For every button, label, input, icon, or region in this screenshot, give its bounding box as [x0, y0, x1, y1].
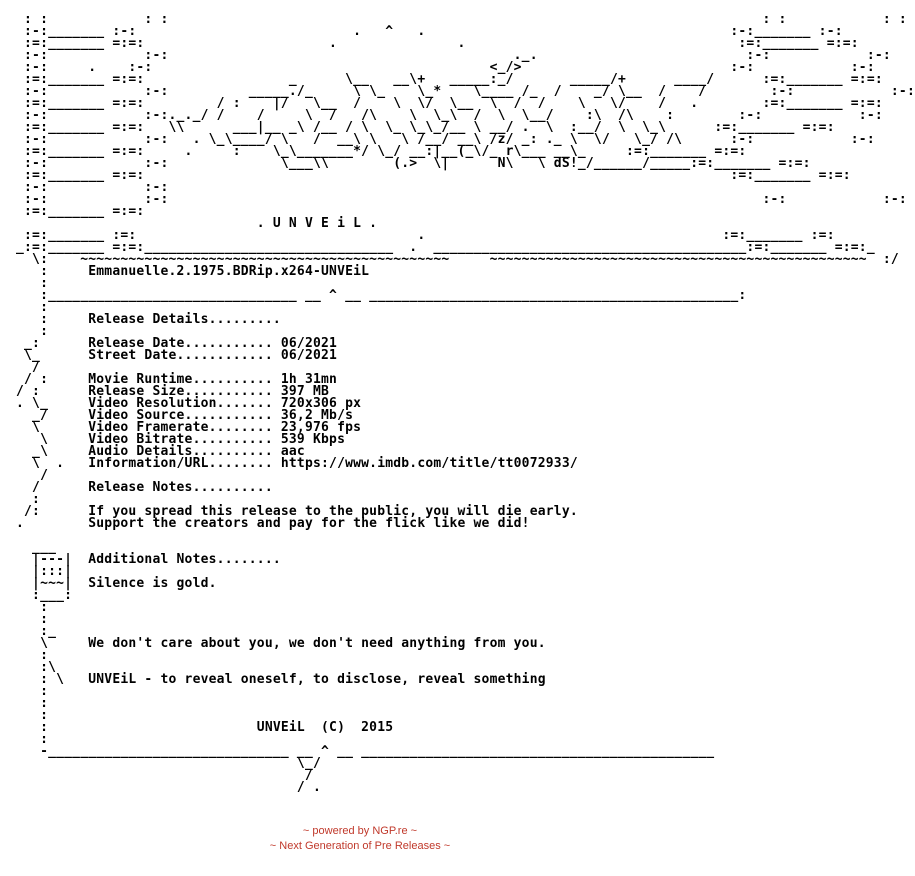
powered-by-footer: ~ powered by NGP.re ~ [302, 825, 418, 837]
next-generation-footer: ~ Next Generation of Pre Releases ~ [269, 840, 451, 852]
nfo-text: : : : : : : : : :-:_______ :-: . ^ . :-:_______ :-: :=:_______ =:=: . . :=:_______ =:=: :-: :-: ._. :-: :-: :-: . :-: <_/> :-: :-: :=:_______ =:=: _ \__ __\+ _____:_/ _____/+ ____/ :=:_______ =:=: :-: :-: _____./_ \ \_ \_* \____ /_ / _/ \__ / / :-: :-: :=:_______ =:=: / : |/ \__ / \ \/ \__ \ / / \ \/ / . :=:_______ =:=: :-: :-:._._/ / / \ / /\ \ \_\ / \ \__/ :\ /\ : :-: :-: :=:_______ =:=: \\ ___|__ _\ /__ / \ \_ \_\_/__ \ __/ . \ :__/ \ \_\ :=:_______ =:=: :-: :-: . \_\____/ \ / __\ \ \ /__/ __\ /z/ _: ._ \ \/ \_/ /\ :-: :-: :=:_______ =:=: . : \_\_______*/ \_/ __:|__(_\/_ r\___ __\_ :=:_______ =:=: :-: :-: \___\\ (.> \| N\ \ dS!_/______/_____:=:_______ =:=: :=:_______ =:=: :=:_______ =:=: :-: :-: :-: :-: :-: :-: :=:_______ =:=: . U N V E i L . :=:_______ :=: . :=:_______ :=: _:=:_______ =:=:_______________________________ . _______________________________________:=:_______ =:=:_ \: ~~~~~~~~~~~~~~~~~~~~~~~~~~~~~~~~~~~~~~~~~~~~~~ ~~~~~~~~~~~~~~~~~~~~~~~~~~~~~~~~~~~~~~~~~~~~~~~ :/ : Emmanuelle.2.1975.BDRip.x264-UNVEiL : :_______________________________ __ ^ __ ______________________________________________: : : Release Details......... : _: Release Date........... 06/2021 \_ Street Date............ 06/2021 / / : Movie Runtime.......... 1h 31mn / : Release Size........... 397 MB . \_ Video Resolution....... 720x306 px _/ Video Source........... 36,2 Mb/s \ Video Framerate........ 23,976 fps \ Video Bitrate.......... 539 Kbps _\ Audio Details.......... aac \ . Information/URL........ https://www.imdb.com/title/tt0072933/ / / Release Notes.......... : /: If you spread this release to the public, you will die early. . Support the creators and pay for the flick like we did! ___ |---| Additional Notes........ |:::| |~~~| Silence is gold. :___: : : :_ \ We don't care about you, we don't need anything from you. : :\ : \ UNVEiL - to reveal oneself, to disclose, reveal something : : : : UNVEiL (C) 2015 : -______________________________ __ ^ __ ____________________________________________ \_/ / / . [16, 12, 915, 795]
